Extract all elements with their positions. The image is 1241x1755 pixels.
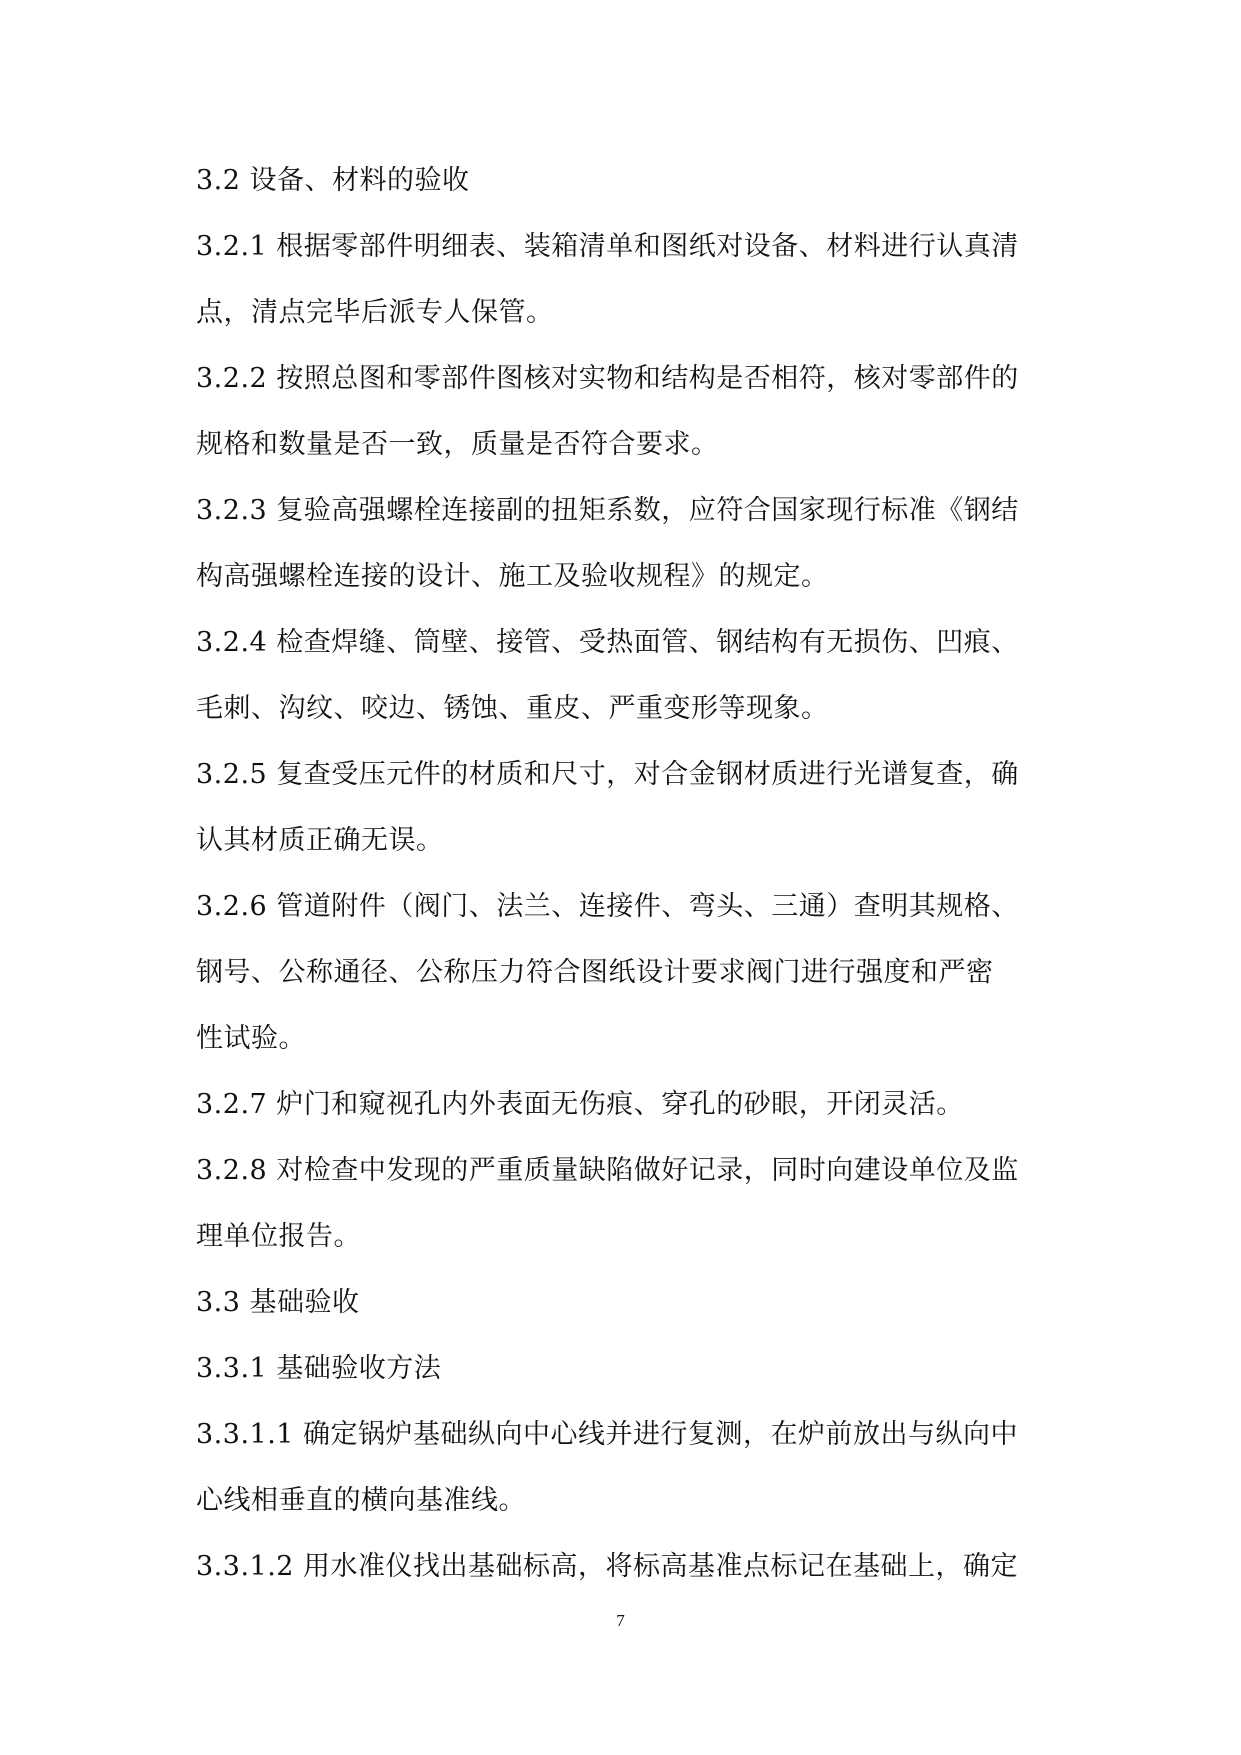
paragraph-3-2-1-line-2: 点，清点完毕后派专人保管。 xyxy=(196,297,554,328)
heading-3-2: 3.2 设备、材料的验收 xyxy=(196,165,470,196)
heading-3-3: 3.3 基础验收 xyxy=(196,1287,360,1318)
paragraph-3-3-1-1-line-2: 心线相垂直的横向基准线。 xyxy=(196,1485,526,1516)
paragraph-3-2-4-line-1: 3.2.4 检查焊缝、筒壁、接管、受热面管、钢结构有无损伤、凹痕、 xyxy=(196,627,1019,658)
paragraph-3-2-6-line-2: 钢号、公称通径、公称压力符合图纸设计要求阀门进行强度和严密 xyxy=(196,957,994,988)
paragraph-3-2-6-line-3: 性试验。 xyxy=(196,1023,306,1054)
document-body xyxy=(196,148,1056,1600)
paragraph-3-2-2-line-2: 规格和数量是否一致，质量是否符合要求。 xyxy=(196,429,719,460)
paragraph-3-2-8-line-2: 理单位报告。 xyxy=(196,1221,361,1252)
paragraph-3-2-2-line-1: 3.2.2 按照总图和零部件图核对实物和结构是否相符，核对零部件的 xyxy=(196,363,1019,394)
heading-3-3-1: 3.3.1 基础验收方法 xyxy=(196,1353,442,1384)
paragraph-3-2-7-line-1: 3.2.7 炉门和窥视孔内外表面无伤痕、穿孔的砂眼，开闭灵活。 xyxy=(196,1089,964,1120)
paragraph-3-2-3-line-1: 3.2.3 复验高强螺栓连接副的扭矩系数，应符合国家现行标准《钢结 xyxy=(196,495,1019,526)
paragraph-3-2-5-line-2: 认其材质正确无误。 xyxy=(196,825,444,856)
paragraph-3-2-8-line-1: 3.2.8 对检查中发现的严重质量缺陷做好记录，同时向建设单位及监 xyxy=(196,1155,1019,1186)
paragraph-3-2-4-line-2: 毛刺、沟纹、咬边、锈蚀、重皮、严重变形等现象。 xyxy=(196,693,829,724)
paragraph-3-2-6-line-1: 3.2.6 管道附件（阀门、法兰、连接件、弯头、三通）查明其规格、 xyxy=(196,891,1019,922)
paragraph-3-2-5-line-1: 3.2.5 复查受压元件的材质和尺寸，对合金钢材质进行光谱复查，确 xyxy=(196,759,1019,790)
paragraph-3-2-3-line-2: 构高强螺栓连接的设计、施工及验收规程》的规定。 xyxy=(196,561,829,592)
paragraph-3-3-1-1-line-1: 3.3.1.1 确定锅炉基础纵向中心线并进行复测，在炉前放出与纵向中 xyxy=(196,1419,1019,1450)
page-number: 7 xyxy=(616,1611,625,1630)
paragraph-3-3-1-2-line-1: 3.3.1.2 用水准仪找出基础标高，将标高基准点标记在基础上，确定 xyxy=(196,1551,1019,1582)
paragraph-3-2-1-line-1: 3.2.1 根据零部件明细表、装箱清单和图纸对设备、材料进行认真清 xyxy=(196,231,1019,262)
